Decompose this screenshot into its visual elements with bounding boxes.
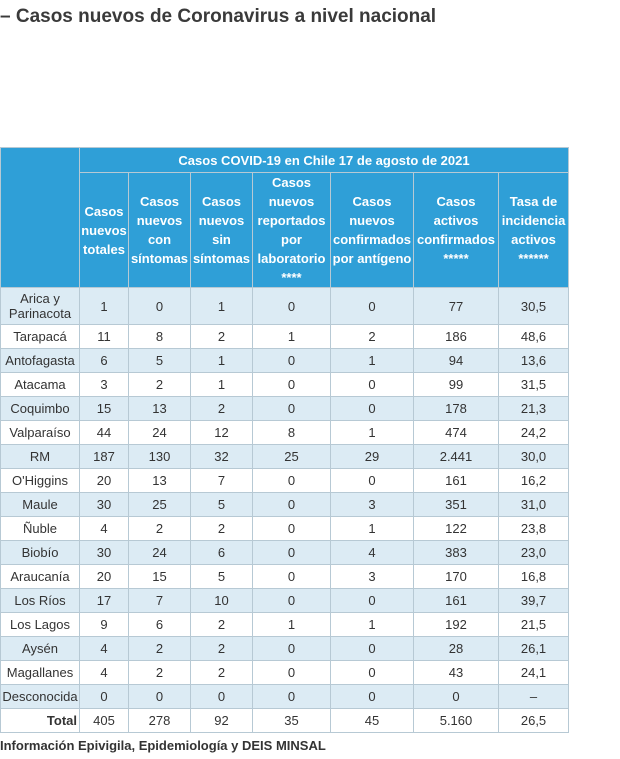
table-row [1, 565, 569, 589]
table-body [1, 288, 569, 733]
value-cell: 0 [253, 373, 331, 397]
value-cell: 0 [331, 373, 414, 397]
value-cell: 7 [129, 589, 191, 613]
value-cell: 1 [331, 517, 414, 541]
value-cell: 178 [414, 397, 499, 421]
table-row [1, 613, 569, 637]
region-cell: Coquimbo [1, 397, 80, 421]
value-cell: 12 [191, 421, 253, 445]
column-header: Casos nuevos con síntomas [129, 173, 191, 288]
value-cell: 130 [129, 445, 191, 469]
value-cell: 23,0 [499, 541, 569, 565]
value-cell: 0 [331, 685, 414, 709]
value-cell: 24,1 [499, 661, 569, 685]
column-header: Casos nuevos reportados por laboratorio **** [253, 173, 331, 288]
page-heading: – Casos nuevos de Coronavirus a nivel nacional [0, 6, 437, 27]
value-cell: 1 [191, 373, 253, 397]
value-cell: 1 [331, 421, 414, 445]
value-cell: 474 [414, 421, 499, 445]
value-cell: 4 [80, 661, 129, 685]
value-cell: 0 [253, 288, 331, 325]
value-cell: 405 [80, 709, 129, 733]
table-row [1, 397, 569, 421]
value-cell: 192 [414, 613, 499, 637]
source-note: Información Epivigila, Epidemiología y DEIS MINSAL [0, 738, 326, 753]
value-cell: 0 [331, 397, 414, 421]
value-cell: 351 [414, 493, 499, 517]
value-cell: 2 [191, 661, 253, 685]
value-cell: 28 [414, 637, 499, 661]
value-cell: 44 [80, 421, 129, 445]
table-caption: Casos COVID-19 en Chile 17 de agosto de 2021 [80, 148, 569, 173]
value-cell: 170 [414, 565, 499, 589]
value-cell: 3 [80, 373, 129, 397]
value-cell: 4 [331, 541, 414, 565]
value-cell: 0 [414, 685, 499, 709]
value-cell: 13 [129, 469, 191, 493]
value-cell: 43 [414, 661, 499, 685]
table-row [1, 493, 569, 517]
region-cell: Aysén [1, 637, 80, 661]
table-row [1, 685, 569, 709]
value-cell: 4 [80, 517, 129, 541]
value-cell: 26,5 [499, 709, 569, 733]
value-cell: 1 [80, 288, 129, 325]
value-cell: 2 [191, 325, 253, 349]
value-cell: 26,1 [499, 637, 569, 661]
value-cell: 6 [191, 541, 253, 565]
value-cell: 94 [414, 349, 499, 373]
table-row [1, 373, 569, 397]
value-cell: 15 [129, 565, 191, 589]
value-cell: 8 [129, 325, 191, 349]
region-cell: Los Lagos [1, 613, 80, 637]
value-cell: 35 [253, 709, 331, 733]
value-cell: 0 [331, 589, 414, 613]
table-row [1, 517, 569, 541]
value-cell: 0 [129, 288, 191, 325]
value-cell: 1 [331, 349, 414, 373]
value-cell: 0 [331, 469, 414, 493]
value-cell: 30 [80, 493, 129, 517]
value-cell: 99 [414, 373, 499, 397]
value-cell: 5 [129, 349, 191, 373]
value-cell: 13 [129, 397, 191, 421]
region-cell: Magallanes [1, 661, 80, 685]
column-header: Casos nuevos sin síntomas [191, 173, 253, 288]
value-cell: 24,2 [499, 421, 569, 445]
region-cell: Tarapacá [1, 325, 80, 349]
value-cell: 6 [129, 613, 191, 637]
table-row [1, 637, 569, 661]
value-cell: 186 [414, 325, 499, 349]
value-cell: 6 [80, 349, 129, 373]
value-cell: 2 [129, 637, 191, 661]
table-corner-cell [1, 148, 80, 288]
value-cell: 0 [253, 589, 331, 613]
table-row [1, 661, 569, 685]
value-cell: 45 [331, 709, 414, 733]
region-cell: O'Higgins [1, 469, 80, 493]
value-cell: 2 [191, 397, 253, 421]
region-cell: Total [1, 709, 80, 733]
value-cell: 1 [191, 288, 253, 325]
region-cell: Ñuble [1, 517, 80, 541]
value-cell: 31,5 [499, 373, 569, 397]
table-row [1, 445, 569, 469]
region-cell: Desconocida [1, 685, 80, 709]
value-cell: 24 [129, 421, 191, 445]
value-cell: 2 [129, 373, 191, 397]
value-cell: 23,8 [499, 517, 569, 541]
value-cell: 0 [253, 349, 331, 373]
value-cell: 39,7 [499, 589, 569, 613]
value-cell: 2 [191, 637, 253, 661]
value-cell: 0 [331, 288, 414, 325]
table-row [1, 421, 569, 445]
value-cell: 3 [331, 565, 414, 589]
value-cell: 0 [253, 517, 331, 541]
value-cell: 20 [80, 469, 129, 493]
value-cell: 0 [80, 685, 129, 709]
value-cell: 25 [129, 493, 191, 517]
column-header: Casos nuevos confirmados por antígeno [331, 173, 414, 288]
value-cell: 21,5 [499, 613, 569, 637]
value-cell: 1 [253, 613, 331, 637]
value-cell: 16,2 [499, 469, 569, 493]
value-cell: 0 [331, 637, 414, 661]
value-cell: 20 [80, 565, 129, 589]
value-cell: 1 [331, 613, 414, 637]
value-cell: 16,8 [499, 565, 569, 589]
value-cell: 0 [253, 541, 331, 565]
value-cell: 0 [253, 685, 331, 709]
column-header: Casos nuevos totales [80, 173, 129, 288]
region-cell: Maule [1, 493, 80, 517]
value-cell: 21,3 [499, 397, 569, 421]
value-cell: 7 [191, 469, 253, 493]
value-cell: 11 [80, 325, 129, 349]
value-cell: 0 [253, 397, 331, 421]
value-cell: 5 [191, 493, 253, 517]
value-cell: 5 [191, 565, 253, 589]
value-cell: 25 [253, 445, 331, 469]
value-cell: 383 [414, 541, 499, 565]
value-cell: 1 [253, 325, 331, 349]
table-row [1, 288, 569, 325]
value-cell: 30 [80, 541, 129, 565]
value-cell: 30,0 [499, 445, 569, 469]
table-row [1, 469, 569, 493]
region-cell: Atacama [1, 373, 80, 397]
table-row [1, 589, 569, 613]
value-cell: 10 [191, 589, 253, 613]
value-cell: 15 [80, 397, 129, 421]
region-cell: RM [1, 445, 80, 469]
value-cell: 13,6 [499, 349, 569, 373]
value-cell: 2 [129, 517, 191, 541]
total-row [1, 709, 569, 733]
table-row [1, 349, 569, 373]
region-cell: Arica y Parinacota [1, 288, 80, 325]
table-row [1, 325, 569, 349]
column-header: Casos activos confirmados ***** [414, 173, 499, 288]
value-cell: 2.441 [414, 445, 499, 469]
value-cell: 92 [191, 709, 253, 733]
value-cell: 17 [80, 589, 129, 613]
value-cell: 187 [80, 445, 129, 469]
value-cell: 31,0 [499, 493, 569, 517]
region-cell: Los Ríos [1, 589, 80, 613]
value-cell: 8 [253, 421, 331, 445]
value-cell: 278 [129, 709, 191, 733]
value-cell: 29 [331, 445, 414, 469]
value-cell: 0 [253, 565, 331, 589]
region-cell: Antofagasta [1, 349, 80, 373]
value-cell: 32 [191, 445, 253, 469]
value-cell: 2 [191, 517, 253, 541]
value-cell: – [499, 685, 569, 709]
value-cell: 2 [129, 661, 191, 685]
value-cell: 0 [331, 661, 414, 685]
covid-cases-table [0, 147, 569, 733]
value-cell: 3 [331, 493, 414, 517]
value-cell: 122 [414, 517, 499, 541]
region-cell: Valparaíso [1, 421, 80, 445]
value-cell: 161 [414, 589, 499, 613]
value-cell: 24 [129, 541, 191, 565]
value-cell: 0 [253, 493, 331, 517]
value-cell: 0 [253, 469, 331, 493]
value-cell: 30,5 [499, 288, 569, 325]
value-cell: 0 [129, 685, 191, 709]
value-cell: 48,6 [499, 325, 569, 349]
value-cell: 0 [253, 661, 331, 685]
column-header: Tasa de incidencia activos ****** [499, 173, 569, 288]
value-cell: 0 [253, 637, 331, 661]
region-cell: Biobío [1, 541, 80, 565]
value-cell: 161 [414, 469, 499, 493]
value-cell: 4 [80, 637, 129, 661]
value-cell: 77 [414, 288, 499, 325]
table-row [1, 541, 569, 565]
value-cell: 0 [191, 685, 253, 709]
value-cell: 2 [191, 613, 253, 637]
value-cell: 2 [331, 325, 414, 349]
value-cell: 1 [191, 349, 253, 373]
value-cell: 5.160 [414, 709, 499, 733]
value-cell: 9 [80, 613, 129, 637]
region-cell: Araucanía [1, 565, 80, 589]
